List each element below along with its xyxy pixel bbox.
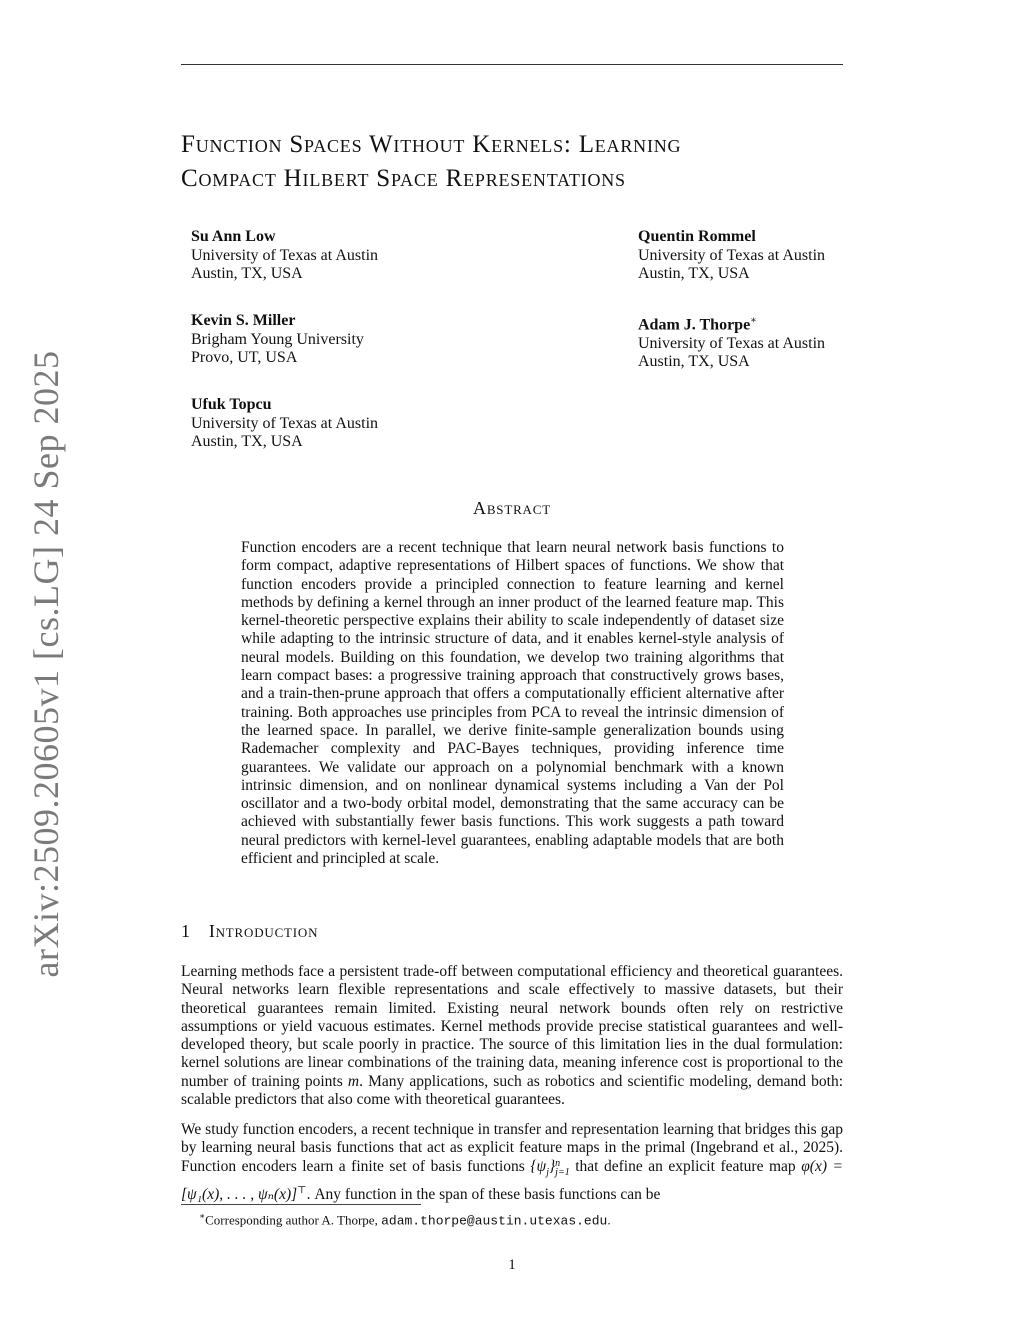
footnote-marker: ∗ (199, 1211, 206, 1221)
paper-title (181, 128, 861, 196)
author-location: Austin, TX, USA (191, 433, 303, 450)
author-block (191, 312, 364, 368)
math-subscript: j=1 (555, 1166, 570, 1178)
author-affiliation: University of Texas at Austin (638, 246, 826, 264)
footnote-end: . (607, 1212, 611, 1228)
intro-paragraph-2 (181, 1121, 843, 1204)
paragraph-text: We study function encoders, a recent technique in transfer and representation learning that bridges this gap by learning neural basis functions that act as explicit feature maps in the primal (Ingebrand et al., 2025). Function encoders learn a finite set of basis functions (181, 1121, 843, 1175)
math-part: {ψ (530, 1157, 547, 1175)
math-part: φ(x) = [ψ₁(x), . . . , ψₙ(x)] (181, 1157, 843, 1204)
author-block (191, 228, 378, 284)
title-line-1: Function Spaces Without Kernels: Learning (181, 131, 682, 158)
page-number: 1 (508, 1257, 516, 1273)
author-name (638, 312, 825, 335)
paragraph-text: . Many applications, such as robotics and scientific modeling, demand both: scalable predictors that also come with theoretical guarantees. (181, 1072, 844, 1109)
author-name: Kevin S. Miller (191, 312, 296, 329)
paragraph-text: . Any function in the span of these basis functions can be (306, 1186, 661, 1204)
section-title: Introduction (208, 921, 319, 941)
math-scripts (555, 1159, 570, 1177)
author-block (638, 228, 825, 284)
author-affiliation: University of Texas at Austin (638, 334, 826, 352)
author-location: Austin, TX, USA (638, 353, 750, 371)
author-name-text: Adam J. Thorpe (638, 316, 751, 334)
top-rule (181, 64, 843, 65)
math-superscript: n (555, 1157, 561, 1169)
author-location: Austin, TX, USA (638, 265, 750, 282)
footnote (199, 1208, 611, 1229)
author-location: Austin, TX, USA (191, 265, 303, 282)
math-superscript: ⊤ (297, 1184, 307, 1196)
intro-paragraph-1 (181, 963, 843, 1109)
author-affiliation: University of Texas at Austin (191, 246, 379, 264)
title-line-2: Compact Hilbert Space Representations (181, 165, 626, 192)
author-block (638, 312, 825, 372)
author-name: Ufuk Topcu (191, 396, 272, 413)
paragraph-text: that define an explicit feature map (575, 1157, 796, 1175)
author-name: Su Ann Low (191, 228, 276, 245)
math-basis-set (530, 1157, 570, 1178)
math-part: } (548, 1157, 556, 1175)
section-heading-introduction (181, 921, 318, 942)
math-variable: m (347, 1072, 360, 1090)
author-location: Provo, UT, USA (191, 349, 298, 366)
abstract-text: Function encoders are a recent technique that learn neural network basis functions to form compact, adaptive representations of Hilbert spaces of functions. We show that function encoders provide a principled connection to feature learning and kernel methods by defining a kernel through an inner product of the learned feature map. This kernel-theoretic perspective explains their ability to scale independently of dataset size while adapting to the intrinsic structure of data, and it enables kernel-style analysis of neural models. Building on this foundation, we develop two training algorithms that learn compact bases: a progressive training approach that constructively grows bases, and a train-then-prune approach that offers a computationally efficient alternative after training. Both approaches use principles from PCA to reveal the intrinsic dimension of the learned space. In parallel, we derive finite-sample generalization bounds using Rademacher complexity and PAC-Bayes techniques, providing inference time guarantees. We validate our approach on a polynomial benchmark with a known intrinsic dimension, and on nonlinear dynamical systems including a Van der Pol oscillator and a two-body orbital model, demonstrating that the same accuracy can be achieved with substantially fewer basis functions. This work suggests a path toward neural predictors with kernel-level guarantees, enabling adaptable models that are both efficient and principled at scale. (241, 539, 784, 868)
footnote-marker[interactable]: ∗ (750, 315, 757, 326)
math-subscript: j (546, 1166, 549, 1178)
author-name: Quentin Rommel (638, 228, 756, 245)
author-affiliation: University of Texas at Austin (191, 414, 379, 432)
author-block (191, 396, 378, 452)
footnote-rule (181, 1204, 421, 1205)
abstract-heading: Abstract (473, 498, 551, 518)
section-number: 1 (181, 921, 191, 941)
arxiv-identifier[interactable]: arXiv:2509.20605v1 [cs.LG] 24 Sep 2025 (26, 350, 66, 978)
footnote-email[interactable]: adam.thorpe@austin.utexas.edu (381, 1213, 608, 1229)
author-affiliation: Brigham Young University (191, 330, 364, 348)
paragraph-text: Learning methods face a persistent trade-off between computational efficiency and theoretical guarantees. Neural networks learn flexible representations and scale effectively to massive datasets, but their theoretical guarantees remain limited. Existing neural network bounds often rely on restrictive assumptions or yield vacuous estimates. Kernel methods provide precise statistical guarantees and well-developed theory, but scale poorly in practice. The source of this limitation lies in the dual formulation: kernel solutions are linear combinations of the training data, meaning inference cost is proportional to the number of training points (181, 963, 843, 1090)
footnote-text: Corresponding author A. Thorpe, (205, 1212, 378, 1228)
